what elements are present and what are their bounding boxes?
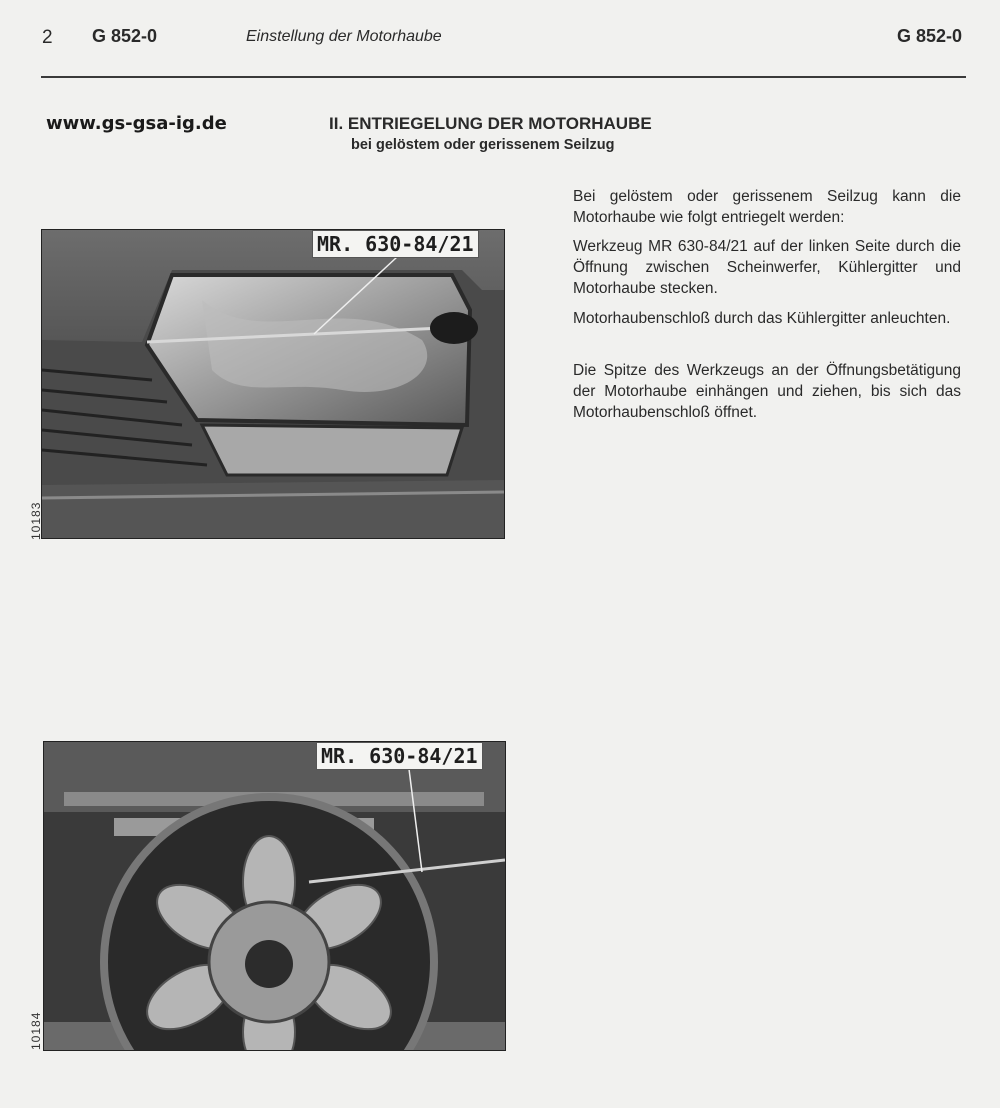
tool-callout-label: MR. 630-84/21	[316, 742, 483, 770]
fan-photo	[43, 741, 506, 1051]
page-number: 2	[42, 27, 53, 48]
paragraph-intro: Bei gelöstem oder gerissenem Seilzug kann die Motorhaube wie folgt entriegelt werden:	[573, 188, 961, 226]
header-title: Einstellung der Motorhaube	[246, 28, 442, 45]
figure-number: 10184	[29, 1011, 43, 1050]
headlight-photo	[41, 229, 505, 539]
section-title: II. ENTRIEGELUNG DER MOTORHAUBE	[329, 114, 652, 133]
document-code-left: G 852-0	[92, 26, 158, 46]
paragraph-illuminate: Motorhaubenschloß durch das Kühlergitter anleuchten.	[573, 310, 951, 327]
paragraph-insert-tool: Werkzeug MR 630-84/21 auf der linken Seite durch die Öffnung zwischen Scheinwerfer, Kühlergitter und Motorhaube stecken.	[573, 238, 961, 297]
figure-number: 10183	[29, 501, 43, 540]
website-watermark: www.gs-gsa-ig.de	[46, 113, 227, 134]
section-subtitle: bei gelöstem oder gerissenem Seilzug	[351, 137, 615, 153]
document-code-right: G 852-0	[896, 26, 962, 46]
paragraph-pull-release: Die Spitze des Werkzeugs an der Öffnungsbetätigung der Motorhaube einhängen und ziehen, bis sich das Motorhaubenschloß öffnet.	[573, 362, 961, 421]
header-divider	[41, 76, 966, 78]
tool-callout-label: MR. 630-84/21	[312, 230, 479, 258]
